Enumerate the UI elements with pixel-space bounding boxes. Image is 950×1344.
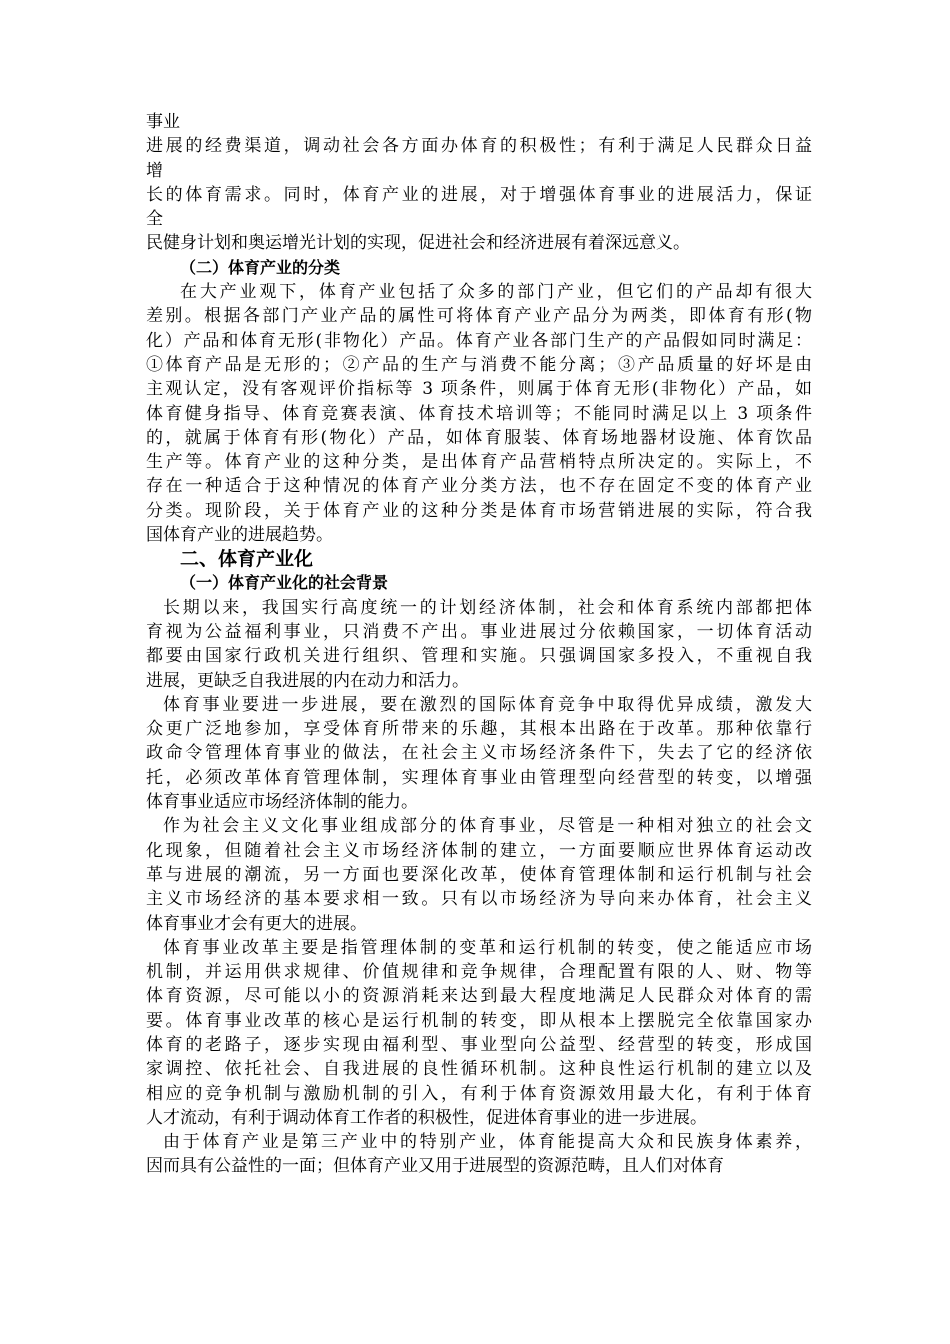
text-line: 育视为公益福利事业，只消费不产出。事业进展过分依赖国家，一切体育活动	[146, 621, 812, 642]
text-line: 政命令管理体育事业的做法，在社会主义市场经济条件下，失去了它的经济依	[146, 743, 812, 764]
text-line: 国体育产业的进展趋势。	[146, 525, 333, 546]
paragraph	[146, 596, 812, 693]
text-line: 在大产业观下，体育产业包括了众多的部门产业，但它们的产品却有很大	[180, 282, 812, 303]
text-line: 体育事业才会有更大的进展。	[146, 913, 367, 934]
text-line: 全	[146, 209, 163, 230]
document-body	[146, 110, 812, 1179]
text-line: ①体育产品是无形的；②产品的生产与消费不能分离；③产品质量的好坏是由	[146, 354, 812, 375]
paragraph	[146, 936, 812, 1130]
text-line: 增	[146, 160, 163, 181]
text-line: 差别。根据各部门产业产品的属性可将体育产业产品分为两类，即体育有形(物	[146, 306, 812, 327]
text-line: 体育的老路子，逐步实现由福利型、事业型向公益型、经营型的转变，形成国	[146, 1034, 812, 1055]
paragraph	[146, 280, 812, 547]
paragraph	[146, 1130, 812, 1179]
text-line: 体育资源，尽可能以小的资源消耗来达到最大程度地满足人民群众对体育的需	[146, 986, 812, 1007]
section-heading	[146, 547, 812, 571]
text-line: 主义市场经济的基本要求相一致。只有以市场经济为导向来办体育，社会主义	[146, 889, 812, 910]
text-line: 进展的经费渠道，调动社会各方面办体育的积极性；有利于满足人民群众日益	[146, 136, 812, 157]
text-line: 化现象，但随着社会主义市场经济体制的建立，一方面要顺应世界体育运动改	[146, 840, 812, 861]
subsection-heading	[146, 256, 812, 280]
subsection-heading	[146, 571, 812, 595]
text-line: 存在一种适合于这种情况的体育产业分类方法，也不存在固定不变的体育产业	[146, 476, 812, 497]
text-line: 因而具有公益性的一面；但体育产业又用于进展型的资源范畴，且人们对体育	[146, 1156, 724, 1177]
text-line: 分类。现阶段，关于体育产业的这种分类是体育市场营销进展的实际，符合我	[146, 500, 812, 521]
text-line: 革与进展的潮流，另一方面也要深化改革，使体育管理体制和运行机制与社会	[146, 864, 812, 885]
text-line: （二）体育产业的分类	[180, 257, 341, 277]
text-line: 二、体育产业化	[180, 548, 314, 571]
text-line: 的，就属于体育有形(物化）产品，如体育服装、体育场地器材设施、体育饮品	[146, 427, 812, 448]
text-line: 家调控、依托社会、自我进展的良性循环机制。这种良性运行机制的建立以及	[146, 1059, 812, 1080]
text-line: 体育健身指导、体育竞赛表演、体育技术培训等；不能同时满足以上 3 项条件	[146, 403, 812, 424]
text-line: 作为社会主义文化事业组成部分的体育事业，尽管是一种相对独立的社会文	[163, 816, 812, 837]
paragraph	[146, 814, 812, 935]
text-line: 主观认定，没有客观评价指标等 3 项条件，则属于体育无形(非物化）产品，如	[146, 379, 812, 400]
text-line: 长的体育需求。同时，体育产业的进展，对于增强体育事业的进展活力，保证	[146, 184, 812, 205]
text-line: 机制，并运用供求规律、价值规律和竞争规律，合理配置有限的人、财、物等	[146, 962, 812, 983]
text-line: 体育事业要进一步进展，要在激烈的国际体育竞争中取得优异成绩，激发大	[163, 694, 812, 715]
text-line: 化）产品和体育无形(非物化）产品。体育产业各部门生产的产品假如同时满足：	[146, 330, 812, 351]
text-line: 要。体育事业改革的核心是运行机制的转变，即从根本上摆脱完全依靠国家办	[146, 1010, 812, 1031]
text-line: 事业	[146, 112, 180, 132]
paragraph	[146, 110, 812, 256]
text-line: 相应的竞争机制与激励机制的引入，有利于体育资源效用最大化，有利于体育	[146, 1083, 812, 1104]
paragraph	[146, 693, 812, 814]
text-line: 人才流动，有利于调动体育工作者的积极性，促进体育事业的进一步进展。	[146, 1107, 707, 1128]
text-line: 生产等。体育产业的这种分类，是出体育产品营梢特点所决定的。实际上，不	[146, 452, 812, 473]
text-line: 进展，更缺乏自我进展的内在动力和活力。	[146, 670, 469, 691]
text-line: 长期以来，我国实行高度统一的计划经济体制，社会和体育系统内部都把体	[163, 597, 812, 618]
text-line: 民健身计划和奥运增光计划的实现，促进社会和经济进展有着深远意义。	[146, 233, 690, 254]
text-line: 体育事业适应市场经济体制的能力。	[146, 792, 418, 813]
text-line: 体育事业改革主要是指管理体制的变革和运行机制的转变，使之能适应市场	[163, 937, 812, 958]
text-line: 都要由国家行政机关进行组织、管理和实施。只强调国家多投入，不重视自我	[146, 646, 812, 667]
text-line: 由于体育产业是第三产业中的特别产业，体育能提高大众和民族身体素养，	[163, 1132, 812, 1153]
text-line: （一）体育产业化的社会背景	[180, 573, 389, 593]
text-line: 托，必须改革体育管理体制，实理体育事业由管理型向经营型的转变，以增强	[146, 767, 812, 788]
text-line: 众更广泛地参加，享受体育所带来的乐趣，其根本出路在于改革。那种依靠行	[146, 719, 812, 740]
